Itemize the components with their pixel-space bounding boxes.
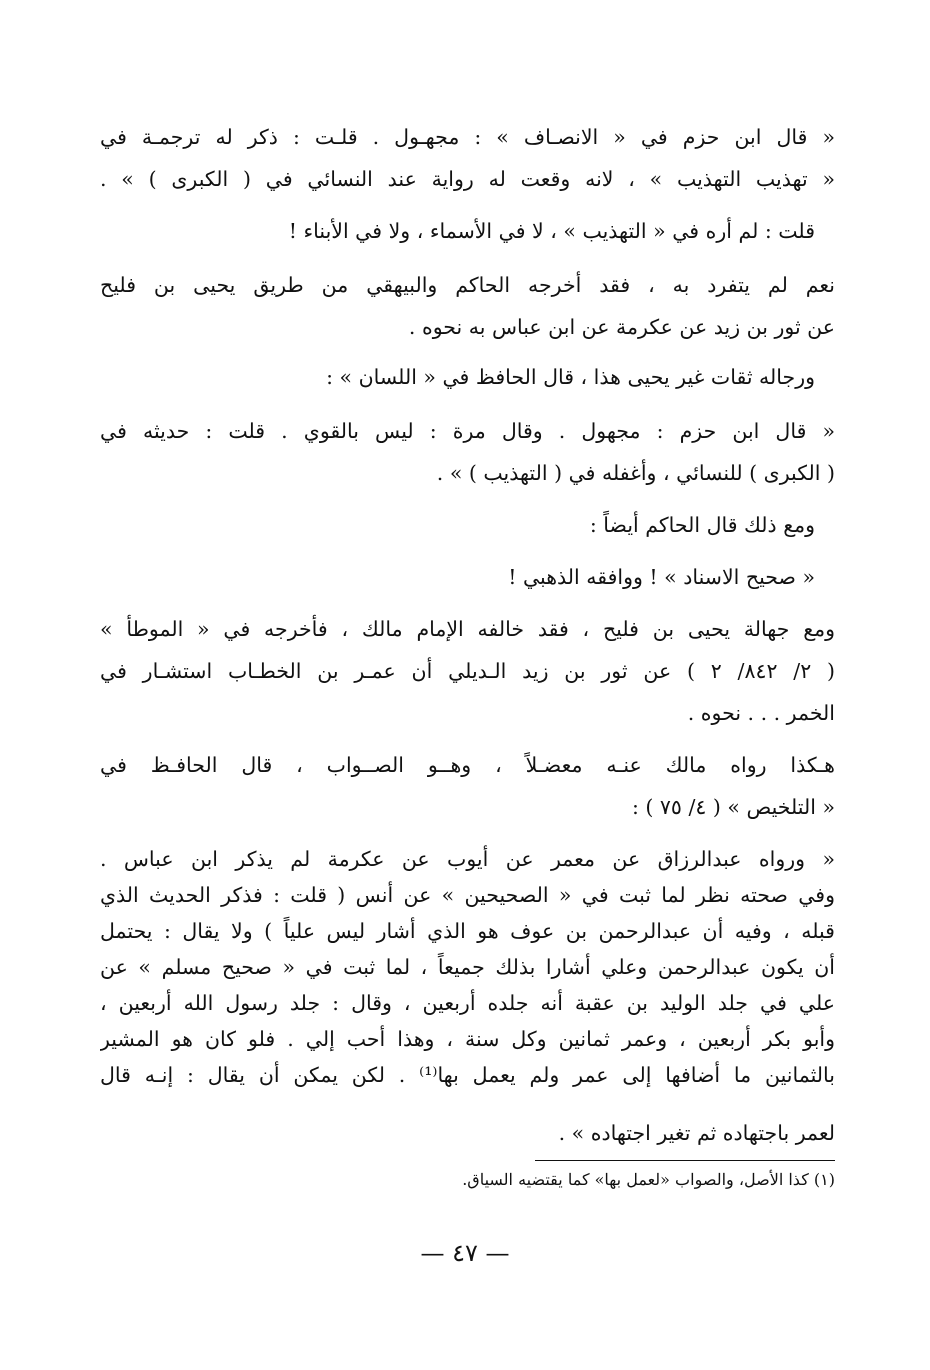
text-line-20: علي في جلد الوليد بن عقبة أنه جلده أربعين ، وقال : جلد رسول الله أربعين ،	[100, 991, 835, 1015]
text-line-21: وأبو بكر أربعين ، وعمر ثمانين وكل سنة ، وهذا أحب إلي . فلو كان هو المشير	[100, 1027, 835, 1051]
text-line-4: نعم لم يتفرد به ، فقد أخرجه الحاكم والبيهقي من طريق يحيى بن فليح	[100, 273, 835, 297]
text-line-2: « تهذيب التهذيب » ، لانه وقعت له رواية عند النسائي في ( الكبرى ) » .	[100, 167, 835, 191]
text-line-18: قبله ، وفيه أن عبدالرحمن بن عوف هو الذي أشار ليس علياً ) ولا يقال : يحتمل	[100, 919, 835, 943]
text-line-1: « قال ابن حزم في « الانصـاف » : مجهـول . قلـت : ذكر له ترجمـة في	[100, 125, 835, 149]
footnote-divider	[535, 1160, 835, 1161]
text-line-5: عن ثور بن زيد عن عكرمة عن ابن عباس به نحوه .	[408, 315, 835, 339]
page-number: — ٤٧ —	[420, 1239, 510, 1267]
text-line-16: « ورواه عبدالرزاق عن معمر عن أيوب عن عكرمة لم يذكر ابن عباس .	[100, 847, 835, 871]
text-line-22: بالثمانين ما أضافها إلى عمر ولم يعمل بها⁽¹⁾ . لكن يمكن أن يقال : إنـه قال	[100, 1063, 835, 1087]
text-line-3: قلت : لم أره في « التهذيب » ، لا في الأسماء ، ولا في الأبناء !	[288, 219, 815, 243]
text-line-8: ( الكبرى ) للنسائي ، وأغفله في ( التهذيب ) » .	[436, 461, 835, 485]
text-line-12: ( ٢/ ٨٤٢/ ٢ ) عن ثور بن زيد الـديلي أن عمـر بن الخطـاب استشـار في	[100, 659, 835, 683]
text-line-9: ومع ذلك قال الحاكم أيضاً :	[589, 513, 815, 537]
text-line-23: لعمر باجتهاده ثم تغير اجتهاده » .	[558, 1121, 835, 1145]
text-line-13: الخمر . . . نحوه .	[687, 701, 835, 725]
text-line-14: هـكذا رواه مالك عنـه معضـلاً ، وهــو الصــواب ، قال الحافـظ في	[100, 753, 835, 777]
text-line-10: « صحيح الاسناد » ! ووافقه الذهبي !	[508, 565, 815, 589]
text-line-17: وفي صحته نظر لما ثبت في « الصحيحين » عن أنس ( قلت : فذكر الحديث الذي	[100, 883, 835, 907]
text-line-19: أن يكون عبدالرحمن وعلي أشارا بذلك جميعاً ، لما ثبت في « صحيح مسلم » عن	[100, 955, 835, 979]
text-line-11: ومع جهالة يحيى بن فليح ، فقد خالفه الإمام مالك ، فأخرجه في « الموطأ »	[100, 617, 835, 641]
footnote: (١) كذا الأصل، والصواب «لعمل بها» كما يقتضيه السياق.	[462, 1170, 835, 1189]
text-line-6: ورجاله ثقات غير يحيى هذا ، قال الحافظ في « اللسان » :	[326, 365, 815, 389]
text-line-15: « التلخيص » ( ٤/ ٧٥ ) :	[631, 795, 835, 819]
text-line-7: « قال ابن حزم : مجهول . وقال مرة : ليس بالقوي . قلت : حديثه في	[100, 419, 835, 443]
